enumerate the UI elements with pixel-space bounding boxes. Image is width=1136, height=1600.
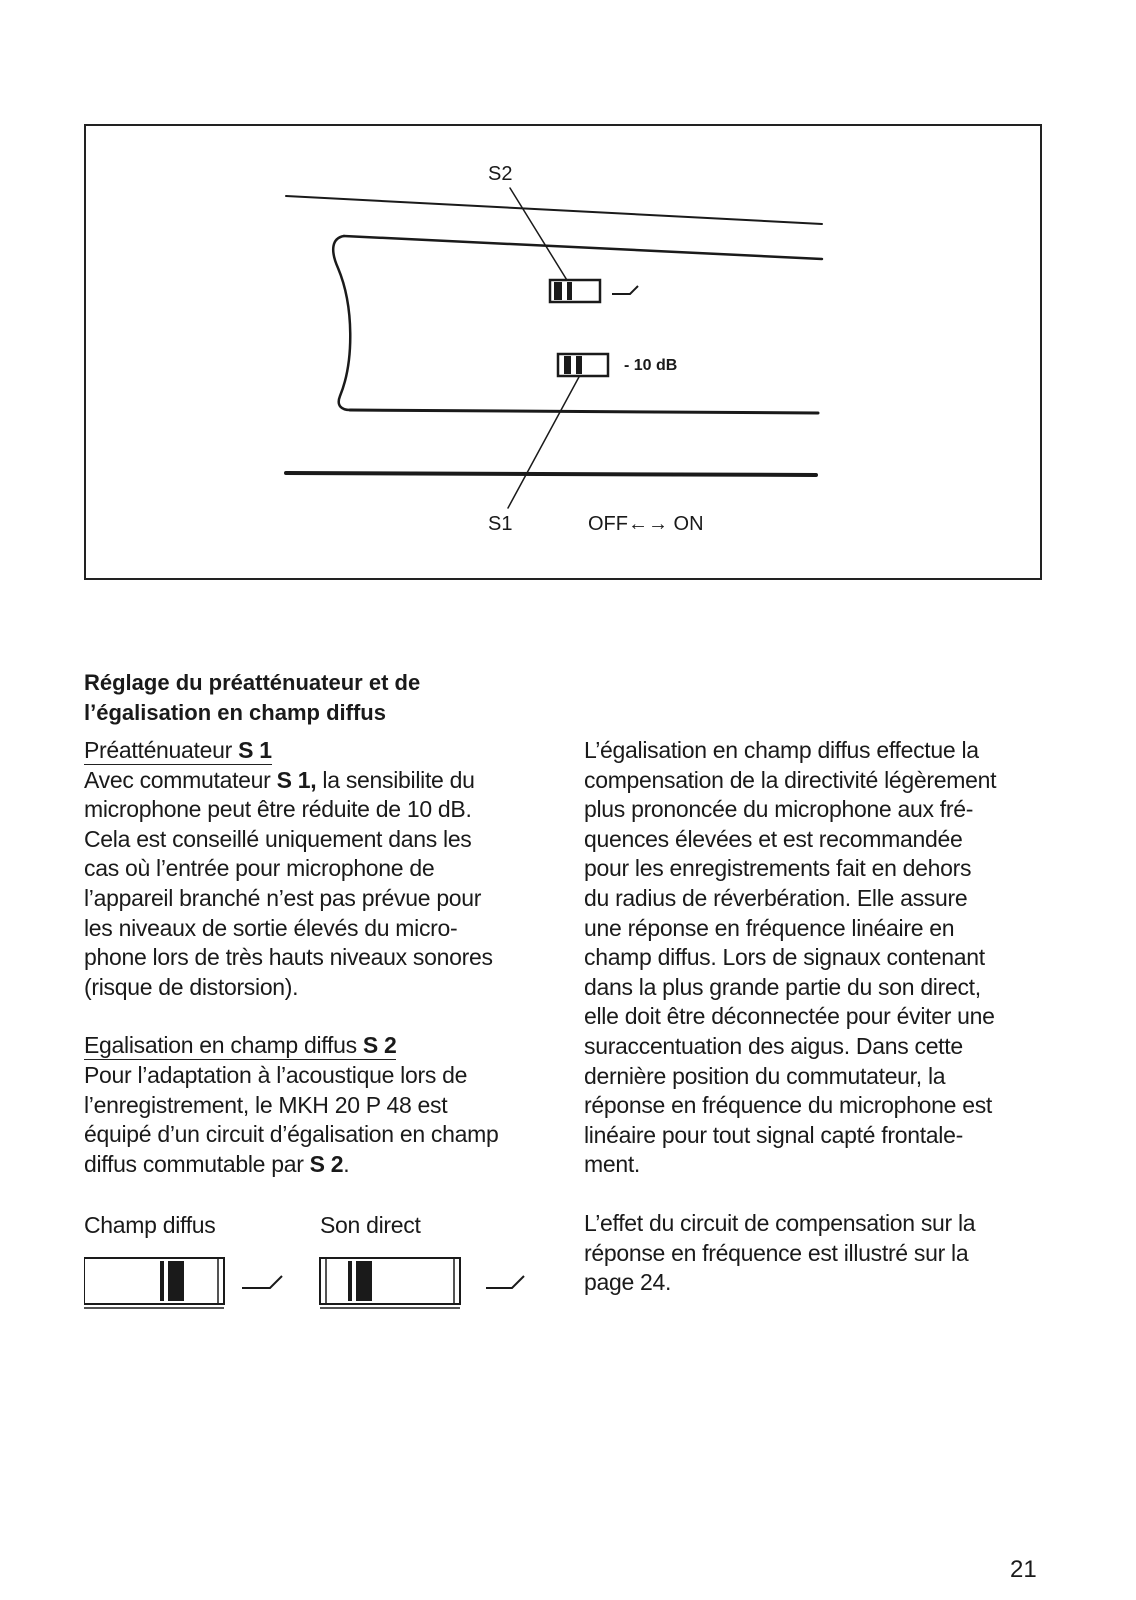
page-number: 21 bbox=[1010, 1556, 1037, 1583]
s2-last-pre: diffus commutable par bbox=[84, 1150, 310, 1177]
para1-line: ment. bbox=[584, 1151, 641, 1178]
section-heading bbox=[84, 668, 584, 728]
para1-line: dans la plus grande partie du son direct, bbox=[584, 973, 981, 1000]
caption-direct-sound: Son direct bbox=[320, 1212, 421, 1238]
para1-line: L’égalisation en champ diffus effectue la bbox=[584, 737, 979, 763]
s2-line: Pour l’adaptation à l’acoustique lors de bbox=[84, 1061, 468, 1088]
label-attenuation: - 10 dB bbox=[624, 357, 678, 374]
para1-line: elle doit être déconnectée pour éviter une bbox=[584, 1003, 995, 1030]
s1-line: microphone peut être réduite de 10 dB. bbox=[84, 796, 472, 823]
s2-line: équipé d’un circuit d’égalisation en champ bbox=[84, 1121, 499, 1148]
para2-line: réponse en fréquence est illustré sur la bbox=[584, 1239, 969, 1266]
s1-line-1-post: la sensibilite du bbox=[316, 766, 475, 793]
left-column bbox=[84, 736, 554, 1179]
para1-line: quences élevées et est recommandée bbox=[584, 825, 963, 852]
para1-line: suraccentuation des aigus. Dans cette bbox=[584, 1032, 963, 1059]
switch-direct-icon bbox=[320, 1258, 524, 1308]
s1-line: Cela est conseillé uniquement dans les bbox=[84, 825, 472, 852]
s2-line-last bbox=[84, 1150, 554, 1180]
subheading-s1-bold: S 1 bbox=[238, 737, 272, 763]
para1-line: plus prononcée du microphone aux fré- bbox=[584, 796, 974, 823]
subheading-s1-text: Préatténuateur bbox=[84, 737, 239, 763]
s1-line: les niveaux de sortie élevés du micro- bbox=[84, 914, 458, 941]
para1-line: du radius de réverbération. Elle assure bbox=[584, 884, 968, 911]
para1-line: compensation de la directivité légèrement bbox=[584, 766, 997, 793]
label-off-on: OFF←→ ON bbox=[588, 513, 704, 535]
s1-line: l’appareil branché n’est pas prévue pour bbox=[84, 884, 482, 911]
s1-line-1-bold: S 1, bbox=[276, 766, 317, 793]
switch-s2-icon bbox=[550, 280, 638, 302]
label-s2: S2 bbox=[488, 163, 513, 185]
s2-last-post: . bbox=[343, 1150, 350, 1177]
s1-line: cas où l’entrée pour microphone de bbox=[84, 855, 435, 882]
subheading-s2 bbox=[84, 1032, 396, 1060]
subheading-s2-text: Egalisation en champ diffus bbox=[84, 1032, 363, 1059]
para1-line: pour les enregistrements fait en dehors bbox=[584, 855, 972, 882]
switch-s1-icon bbox=[558, 354, 608, 376]
s2-last-bold: S 2 bbox=[309, 1150, 344, 1177]
para1-line: une réponse en fréquence linéaire en bbox=[584, 914, 955, 941]
switch-positions bbox=[84, 1212, 554, 1322]
heading-line-2: l’égalisation en champ diffus bbox=[84, 700, 386, 725]
s1-line-1 bbox=[84, 766, 554, 796]
switch-diffuse-icon bbox=[84, 1258, 282, 1308]
switch-diagram bbox=[84, 124, 1042, 580]
switch-positions-drawing bbox=[84, 1212, 554, 1322]
para2-line: page 24. bbox=[584, 1269, 672, 1296]
s1-line-1-pre: Avec commutateur bbox=[84, 766, 277, 793]
subheading-s2-bold: S 2 bbox=[362, 1032, 397, 1059]
para1-line: champ diffus. Lors de signaux contenant bbox=[584, 944, 985, 971]
right-column bbox=[584, 736, 1054, 1298]
s1-line: (risque de distorsion). bbox=[84, 973, 299, 1000]
s2-line: l’enregistrement, le MKH 20 P 48 est bbox=[84, 1091, 448, 1118]
para2-line: L’effet du circuit de compensation sur la bbox=[584, 1209, 976, 1236]
heading-line-1: Réglage du préatténuateur et de bbox=[84, 670, 421, 695]
subheading-s1 bbox=[84, 737, 272, 765]
para1-line: dernière position du commutateur, la bbox=[584, 1062, 946, 1089]
label-s1: S1 bbox=[488, 513, 513, 535]
para1-line: réponse en fréquence du microphone est bbox=[584, 1092, 992, 1119]
para1-line: linéaire pour tout signal capté frontale- bbox=[584, 1121, 963, 1148]
caption-diffuse-field: Champ diffus bbox=[84, 1212, 216, 1238]
s1-line: phone lors de très hauts niveaux sonores bbox=[84, 944, 493, 971]
microphone-body-drawing bbox=[86, 126, 1044, 582]
